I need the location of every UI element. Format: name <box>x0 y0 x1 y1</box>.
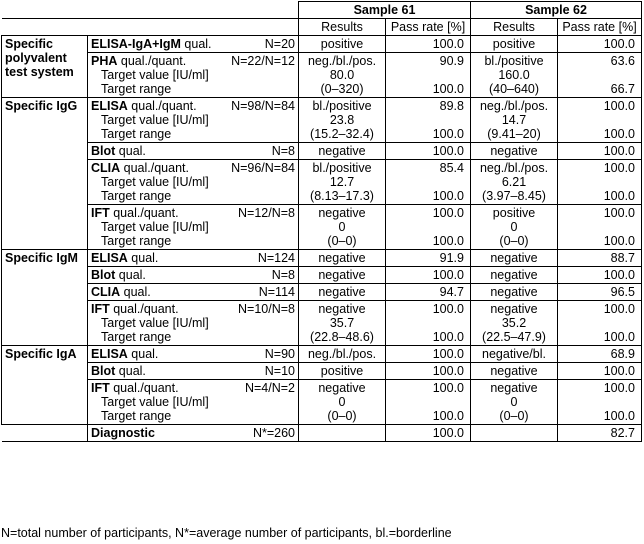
result-cell <box>471 205 558 250</box>
pass-rate-cell <box>386 380 471 425</box>
result-value: (9.41–20) <box>487 127 541 141</box>
method-name: PHA <box>91 54 118 68</box>
pass-rate-cell: 100.0 <box>386 425 471 442</box>
target-value-label: Target value [IU/ml] <box>101 316 209 330</box>
pass-rate-value: 94.7 <box>439 285 464 299</box>
result-value: neg./bl./pos. <box>479 161 549 175</box>
result-value: neg./bl./pos. <box>479 99 549 113</box>
result-cell <box>471 98 558 143</box>
pass-rate-cell <box>558 205 642 250</box>
table-row <box>2 53 642 98</box>
pass-rate-cell <box>558 346 642 363</box>
pass-rate-value: 100.0 <box>432 268 464 282</box>
method-line <box>91 381 295 395</box>
method-name-wrap <box>91 285 151 299</box>
result-cell <box>299 143 386 160</box>
pass-rate-value: 100.0 <box>432 144 464 158</box>
result-value: (40–640) <box>488 82 540 96</box>
pass-rate-value: 100.0 <box>432 234 464 248</box>
method-line <box>91 144 295 158</box>
result-value: 6.21 <box>501 175 527 189</box>
result-cell <box>299 363 386 380</box>
method-name: IFT <box>91 302 110 316</box>
pass-rate-value: 100.0 <box>603 161 635 175</box>
method-cell <box>88 250 299 267</box>
result-value: (0–0) <box>327 234 357 248</box>
header-blank <box>2 2 299 19</box>
method-line <box>91 161 295 175</box>
method-line <box>91 54 295 68</box>
participant-count: N=4/N=2 <box>244 381 295 395</box>
method-kind: qual. <box>118 144 146 158</box>
result-value: (3.97–8.45) <box>482 189 546 203</box>
result-cell <box>299 301 386 346</box>
pass-rate-value: 100.0 <box>603 409 635 423</box>
pass-rate-header: Pass rate [%] <box>558 19 642 36</box>
pass-rate-value: 100.0 <box>603 234 635 248</box>
result-value: neg./bl./pos. <box>307 347 377 361</box>
result-value: bl./positive <box>312 161 372 175</box>
result-cell <box>299 250 386 267</box>
method-cell <box>88 301 299 346</box>
result-cell <box>299 205 386 250</box>
pass-rate-cell <box>558 143 642 160</box>
result-cell <box>299 36 386 53</box>
result-value: negative <box>490 251 538 265</box>
method-line <box>91 347 295 361</box>
pass-rate-value: 100.0 <box>432 206 464 220</box>
pass-rate-cell <box>558 284 642 301</box>
pass-rate-cell <box>386 346 471 363</box>
group-label: Specific IgG <box>2 98 88 250</box>
participant-count: N=10 <box>264 364 295 378</box>
result-value: negative/bl. <box>482 347 546 361</box>
pass-rate-value: 85.4 <box>439 161 464 175</box>
method-name-wrap <box>91 54 186 68</box>
result-cell <box>299 160 386 205</box>
method-cell <box>88 284 299 301</box>
result-cell <box>471 250 558 267</box>
result-value: 23.8 <box>329 113 355 127</box>
method-cell <box>88 160 299 205</box>
participant-count: N=90 <box>264 347 295 361</box>
pass-rate-cell <box>386 301 471 346</box>
method-line <box>91 251 295 265</box>
pass-rate-value: 100.0 <box>432 409 464 423</box>
pass-rate-cell <box>558 380 642 425</box>
pass-rate-value <box>389 316 464 330</box>
result-value: negative <box>318 251 366 265</box>
result-value: (0–320) <box>320 82 364 96</box>
result-cell <box>299 267 386 284</box>
result-value: negative <box>318 285 366 299</box>
method-line <box>91 206 295 220</box>
result-value: 0 <box>510 220 518 234</box>
table-row <box>2 301 642 346</box>
group-label: Specific IgA <box>2 346 88 425</box>
pass-rate-value: 100.0 <box>603 37 635 51</box>
target-range-label: Target range <box>101 82 172 96</box>
result-value: (15.2–32.4) <box>310 127 374 141</box>
pass-rate-value <box>389 68 464 82</box>
result-cell <box>471 346 558 363</box>
pass-rate-value: 100.0 <box>432 37 464 51</box>
result-cell <box>471 160 558 205</box>
result-cell <box>299 380 386 425</box>
pass-rate-value: 100.0 <box>432 330 464 344</box>
method-kind: qual./quant. <box>113 381 179 395</box>
result-cell <box>471 301 558 346</box>
pass-rate-cell <box>558 36 642 53</box>
result-value: positive <box>492 37 536 51</box>
header-blank <box>2 19 299 36</box>
pass-rate-cell <box>386 250 471 267</box>
pass-rate-value: 100.0 <box>432 302 464 316</box>
method-line <box>91 37 295 51</box>
result-cell <box>471 425 558 442</box>
target-value-label: Target value [IU/ml] <box>101 220 209 234</box>
result-cell <box>471 143 558 160</box>
table-row <box>2 346 642 363</box>
group-label: Specific polyvalent test system <box>2 36 88 98</box>
diagnostic-label: Diagnostic <box>91 426 155 440</box>
pass-rate-value: 66.7 <box>610 82 635 96</box>
method-kind: qual. <box>118 268 146 282</box>
pass-rate-value: 100.0 <box>603 302 635 316</box>
diagnostic-line <box>91 426 295 440</box>
result-value: 35.7 <box>329 316 355 330</box>
method-cell <box>88 346 299 363</box>
pass-rate-cell <box>558 301 642 346</box>
method-name-wrap <box>91 347 158 361</box>
pass-rate-cell <box>386 267 471 284</box>
method-name-wrap <box>91 268 146 282</box>
method-cell <box>88 267 299 284</box>
pass-rate-value: 68.9 <box>610 347 635 361</box>
pass-rate-cell <box>386 205 471 250</box>
result-value: (22.5–47.9) <box>482 330 546 344</box>
pass-rate-value <box>561 316 635 330</box>
result-value: positive <box>492 206 536 220</box>
pass-rate-value: 100.0 <box>603 364 635 378</box>
result-cell <box>299 425 386 442</box>
method-name-wrap <box>91 144 146 158</box>
method-cell <box>88 53 299 98</box>
result-value: positive <box>320 364 364 378</box>
method-line <box>91 364 295 378</box>
pass-rate-value <box>561 113 635 127</box>
participant-count: N=124 <box>257 251 295 265</box>
result-value: 0 <box>338 395 346 409</box>
method-name: ELISA <box>91 251 128 265</box>
pass-rate-value <box>561 220 635 234</box>
pass-rate-value: 91.9 <box>439 251 464 265</box>
result-value: bl./positive <box>484 54 544 68</box>
pass-rate-cell <box>558 98 642 143</box>
method-name: IFT <box>91 206 110 220</box>
method-kind: qual. <box>131 347 159 361</box>
pass-rate-cell <box>386 284 471 301</box>
method-name-wrap <box>91 161 189 175</box>
table-row <box>2 143 642 160</box>
group-label: Specific IgM <box>2 250 88 346</box>
method-kind: qual./quant. <box>123 161 189 175</box>
table-row <box>2 205 642 250</box>
result-cell <box>299 284 386 301</box>
result-value: negative <box>490 144 538 158</box>
result-value: negative <box>490 364 538 378</box>
pass-rate-value <box>389 395 464 409</box>
sample-62-header: Sample 62 <box>471 2 642 19</box>
result-cell <box>471 53 558 98</box>
pass-rate-value <box>389 220 464 234</box>
pass-rate-cell <box>386 143 471 160</box>
pass-rate-value: 100.0 <box>432 381 464 395</box>
method-line <box>91 99 295 113</box>
pass-rate-value <box>389 175 464 189</box>
table-row <box>2 160 642 205</box>
result-value: positive <box>320 37 364 51</box>
result-value: negative <box>490 268 538 282</box>
method-kind: qual./quant. <box>120 54 187 68</box>
diagnostic-cell <box>88 425 299 442</box>
pass-rate-cell <box>558 53 642 98</box>
sample-61-header: Sample 61 <box>299 2 471 19</box>
result-cell <box>299 346 386 363</box>
result-cell <box>299 98 386 143</box>
pass-rate-cell <box>386 160 471 205</box>
method-name: Blot <box>91 268 116 282</box>
result-value: neg./bl./pos. <box>307 54 377 68</box>
table-row <box>2 284 642 301</box>
result-value: bl./positive <box>312 99 372 113</box>
pass-rate-cell <box>558 250 642 267</box>
table-row <box>2 98 642 143</box>
method-name-wrap <box>91 206 179 220</box>
result-value: negative <box>318 144 366 158</box>
method-name-wrap <box>91 37 212 51</box>
method-name-wrap <box>91 251 158 265</box>
pass-rate-value: 100.0 <box>603 268 635 282</box>
participant-count: N=98/N=84 <box>231 99 295 113</box>
target-range-label: Target range <box>101 330 172 344</box>
header-row-columns <box>2 19 642 36</box>
participant-count: N=96/N=84 <box>231 161 295 175</box>
pass-rate-value: 100.0 <box>432 82 464 96</box>
method-name: Blot <box>91 364 116 378</box>
method-line <box>91 302 295 316</box>
result-value: negative <box>318 206 366 220</box>
method-cell <box>88 98 299 143</box>
result-value: (8.13–17.3) <box>310 189 374 203</box>
pass-rate-value: 100.0 <box>603 144 635 158</box>
pass-rate-value: 100.0 <box>603 330 635 344</box>
method-name-wrap <box>91 302 179 316</box>
pass-rate-value: 100.0 <box>603 206 635 220</box>
target-range-label: Target range <box>101 127 172 141</box>
pass-rate-value: 100.0 <box>603 127 635 141</box>
result-value: 14.7 <box>501 113 527 127</box>
result-value: negative <box>490 302 538 316</box>
result-value: (22.8–48.6) <box>310 330 374 344</box>
method-line <box>91 285 295 299</box>
result-cell <box>299 53 386 98</box>
target-range-label: Target range <box>101 234 172 248</box>
footnote: N=total number of participants, N*=average number of participants, bl.=borderline <box>1 526 452 540</box>
method-name: Blot <box>91 144 116 158</box>
pass-rate-value <box>389 113 464 127</box>
result-value: (0–0) <box>499 409 529 423</box>
table-row <box>2 267 642 284</box>
result-cell <box>471 380 558 425</box>
method-kind: qual. <box>123 285 151 299</box>
pass-rate-value: 96.5 <box>610 285 635 299</box>
table-row <box>2 36 642 53</box>
pass-rate-cell <box>558 267 642 284</box>
result-cell <box>471 267 558 284</box>
result-cell <box>471 363 558 380</box>
result-value: (0–0) <box>499 234 529 248</box>
result-value: negative <box>318 268 366 282</box>
method-kind: qual./quant. <box>131 99 197 113</box>
pass-rate-cell: 82.7 <box>558 425 642 442</box>
target-range-label: Target range <box>101 409 172 423</box>
target-range-label: Target range <box>101 189 172 203</box>
result-cell <box>471 284 558 301</box>
pass-rate-value: 100.0 <box>603 189 635 203</box>
participant-count: N=22/N=12 <box>231 54 295 68</box>
pass-rate-value: 100.0 <box>432 127 464 141</box>
blank-cell <box>2 425 88 442</box>
method-cell <box>88 36 299 53</box>
pass-rate-cell <box>386 363 471 380</box>
result-cell <box>471 36 558 53</box>
pass-rate-value: 63.6 <box>610 54 635 68</box>
participant-count: N=114 <box>258 285 295 299</box>
result-value: 35.2 <box>501 316 527 330</box>
pass-rate-cell <box>386 98 471 143</box>
pass-rate-value: 89.8 <box>439 99 464 113</box>
pass-rate-header: Pass rate [%] <box>386 19 471 36</box>
pass-rate-value: 100.0 <box>432 347 464 361</box>
result-value: negative <box>318 381 366 395</box>
method-kind: qual. <box>131 251 159 265</box>
method-cell <box>88 205 299 250</box>
result-value: 160.0 <box>498 68 530 82</box>
pass-rate-cell <box>386 36 471 53</box>
pass-rate-value: 100.0 <box>432 189 464 203</box>
method-name-wrap <box>91 381 179 395</box>
pass-rate-value: 88.7 <box>610 251 635 265</box>
participant-count: N=8 <box>271 144 295 158</box>
target-value-label: Target value [IU/ml] <box>101 175 209 189</box>
method-kind: qual./quant. <box>113 206 179 220</box>
method-cell <box>88 143 299 160</box>
method-name-wrap <box>91 364 146 378</box>
result-value: (0–0) <box>327 409 357 423</box>
target-value-label: Target value [IU/ml] <box>101 113 209 127</box>
table-row <box>2 363 642 380</box>
header-row-samples <box>2 2 642 19</box>
result-value: negative <box>490 381 538 395</box>
pass-rate-value <box>561 68 635 82</box>
table-row <box>2 380 642 425</box>
method-kind: qual./quant. <box>113 302 179 316</box>
method-name-wrap <box>91 99 197 113</box>
pass-rate-value: 90.9 <box>439 54 464 68</box>
method-name: CLIA <box>91 161 121 175</box>
table-row <box>2 250 642 267</box>
result-value: 80.0 <box>329 68 355 82</box>
result-value: negative <box>318 302 366 316</box>
method-line <box>91 268 295 282</box>
pass-rate-value: 100.0 <box>432 364 464 378</box>
method-name: ELISA-IgA+IgM <box>91 37 181 51</box>
results-header: Results <box>471 19 558 36</box>
method-name: CLIA <box>91 285 121 299</box>
method-name: ELISA <box>91 347 128 361</box>
method-name: ELISA <box>91 99 128 113</box>
pass-rate-value: 100.0 <box>603 381 635 395</box>
participant-count: N=20 <box>264 37 295 51</box>
result-value: 0 <box>338 220 346 234</box>
pass-rate-value <box>561 175 635 189</box>
method-cell <box>88 363 299 380</box>
method-kind: qual. <box>184 37 212 51</box>
result-value: negative <box>490 285 538 299</box>
method-kind: qual. <box>118 364 146 378</box>
target-value-label: Target value [IU/ml] <box>101 395 209 409</box>
results-header: Results <box>299 19 386 36</box>
participant-count: N=10/N=8 <box>238 302 295 316</box>
pass-rate-cell <box>386 53 471 98</box>
pass-rate-value <box>561 395 635 409</box>
pass-rate-value: 100.0 <box>603 99 635 113</box>
result-value: 0 <box>510 395 518 409</box>
pass-rate-cell <box>558 363 642 380</box>
results-table <box>1 1 642 442</box>
participant-count: N=8 <box>271 268 295 282</box>
pass-rate-cell <box>558 160 642 205</box>
target-value-label: Target value [IU/ml] <box>101 68 209 82</box>
result-value: 12.7 <box>329 175 355 189</box>
method-name: IFT <box>91 381 110 395</box>
diagnostic-row <box>2 425 642 442</box>
method-cell <box>88 380 299 425</box>
participant-count: N*=260 <box>252 426 295 440</box>
participant-count: N=12/N=8 <box>238 206 295 220</box>
